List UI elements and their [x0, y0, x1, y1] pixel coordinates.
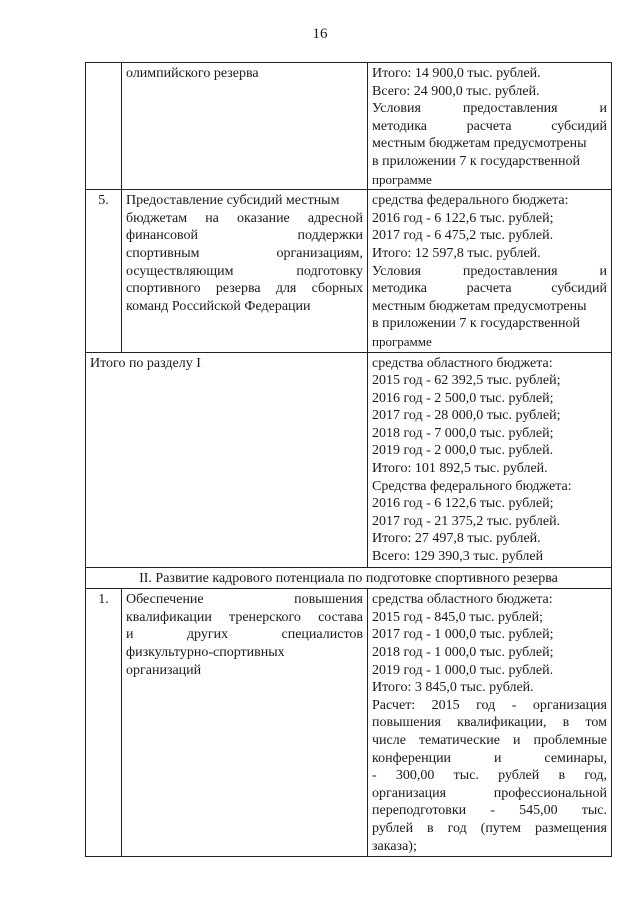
funding-line: местным бюджетам предусмотрены: [372, 298, 587, 314]
funding-line: 2017 год - 21 375,2 тыс. рублей.: [372, 513, 561, 529]
funding-line: Итого: 27 497,8 тыс. рублей.: [372, 531, 541, 547]
funding-line: 2016 год - 2 500,0 тыс. рублей;: [372, 390, 554, 406]
funding-line: Всего: 24 900,0 тыс. рублей.: [372, 83, 540, 99]
funding-line: 2018 год - 7 000,0 тыс. рублей;: [372, 425, 554, 441]
funding-line: методика расчета субсидий: [372, 281, 607, 297]
table-row-1: [86, 589, 612, 857]
description-line: квалификации тренерского состава: [126, 609, 363, 625]
funding-line: местным бюджетам предусмотрены: [372, 136, 587, 152]
row-number: 5.: [86, 190, 122, 352]
description-cell: [122, 63, 368, 190]
funding-line: - 300,00 тыс. рублей в год,: [372, 768, 607, 784]
description-line: Предоставление субсидий местным: [126, 193, 340, 209]
table-row-section-total: [86, 352, 612, 567]
funding-line: 2015 год - 845,0 тыс. рублей;: [372, 609, 544, 625]
funding-line: числе тематические и проблемные: [372, 732, 607, 748]
description-line: бюджетам на оказание адресной: [126, 210, 363, 226]
funding-line: 2017 год - 28 000,0 тыс. рублей;: [372, 408, 561, 424]
funding-line: Расчет: 2015 год - организация: [372, 697, 607, 713]
funding-line: Условия предоставления и: [372, 263, 607, 279]
description-line: спортивным организациям,: [126, 245, 363, 261]
section-total-label: [86, 352, 368, 567]
funding-line: Итого: 12 597,8 тыс. рублей.: [372, 245, 541, 261]
description-line: Обеспечение повышения: [126, 592, 363, 608]
measures-table: [85, 62, 612, 857]
description-line: финансовой поддержки: [126, 228, 363, 244]
funding-line: средства областного бюджета:: [372, 355, 553, 371]
funding-cell: [368, 63, 612, 190]
funding-line: рублей в год (путем размещения: [372, 820, 607, 836]
description-line: команд Российской Федерации: [126, 298, 311, 314]
funding-line: организация профессиональной: [372, 785, 607, 801]
funding-line: переподготовки - 545,00 тыс.: [372, 803, 607, 819]
row-number: 1.: [86, 589, 122, 857]
funding-line: 2019 год - 2 000,0 тыс. рублей.: [372, 443, 554, 459]
funding-line: Итого: 3 845,0 тыс. рублей.: [372, 680, 534, 696]
funding-line: Всего: 129 390,3 тыс. рублей: [372, 549, 544, 565]
description-line: организаций: [126, 662, 202, 678]
section-total-text: Итого по разделу I: [90, 355, 201, 371]
funding-line: Средства федерального бюджета:: [372, 478, 572, 494]
table-row-continuation: [86, 63, 612, 190]
section-heading: II. Развитие кадрового потенциала по подготовке спортивного резерва: [86, 567, 612, 589]
description-line: и других специалистов: [126, 627, 363, 643]
funding-line: программе: [372, 171, 432, 187]
funding-line: конференции и семинары,: [372, 750, 607, 766]
funding-line: 2015 год - 62 392,5 тыс. рублей;: [372, 373, 561, 389]
section-header-row: [86, 567, 612, 589]
table-row-5: [86, 190, 612, 352]
funding-line: Итого: 101 892,5 тыс. рублей.: [372, 461, 548, 477]
description-line: физкультурно-спортивных: [126, 645, 285, 660]
funding-line: 2016 год - 6 122,6 тыс. рублей;: [372, 210, 554, 226]
funding-line: программе: [372, 333, 432, 349]
funding-line: Итого: 14 900,0 тыс. рублей.: [372, 66, 541, 81]
funding-cell: [368, 190, 612, 352]
funding-line: 2017 год - 1 000,0 тыс. рублей;: [372, 627, 554, 643]
funding-line: в приложении 7 к государственной: [372, 316, 580, 332]
funding-line: повышения квалификации, в том: [372, 715, 607, 731]
funding-line: методика расчета субсидий: [372, 118, 607, 134]
description-cell: [122, 589, 368, 857]
funding-line: в приложении 7 к государственной: [372, 153, 580, 169]
funding-line: 2017 год - 6 475,2 тыс. рублей.: [372, 228, 554, 244]
funding-line: Условия предоставления и: [372, 101, 607, 117]
description-cell: [122, 190, 368, 352]
funding-line: 2016 год - 6 122,6 тыс. рублей;: [372, 496, 554, 512]
funding-line: 2019 год - 1 000,0 тыс. рублей.: [372, 662, 554, 678]
funding-cell: [368, 589, 612, 857]
description-line: олимпийского резерва: [126, 66, 259, 81]
funding-line: заказа);: [372, 838, 417, 854]
funding-line: средства федерального бюджета:: [372, 193, 569, 209]
page-number: 16: [312, 26, 328, 42]
row-number-cell: [86, 63, 122, 190]
funding-cell: [368, 352, 612, 567]
funding-line: средства областного бюджета:: [372, 592, 553, 608]
funding-line: 2018 год - 1 000,0 тыс. рублей;: [372, 645, 554, 660]
description-line: осуществляющим подготовку: [126, 263, 363, 279]
description-line: спортивного резерва для сборных: [126, 281, 363, 297]
